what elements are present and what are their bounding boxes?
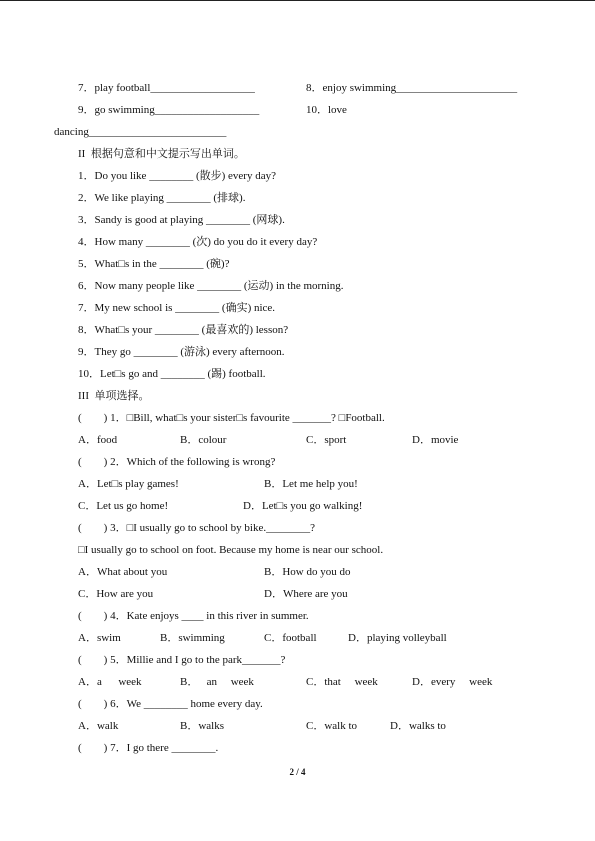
part2-item: 9．They go ________ (游泳) every afternoon.	[78, 346, 285, 358]
option-a: A．What about you	[78, 566, 168, 578]
part1-q9: 9．go swimming___________________	[78, 104, 260, 116]
option-a: A．a week	[78, 676, 142, 688]
question-stem-reply: □I usually go to school on foot. Because my home is near our school.	[78, 544, 384, 556]
option-a: A．Let□s play games!	[78, 478, 179, 490]
option-b: B．How do you do	[264, 566, 351, 578]
part2-item: 5．What□s in the ________ (碗)?	[78, 258, 230, 270]
part2-heading: II 根据句意和中文提示写出单词。	[78, 148, 245, 160]
option-c: C．walk to	[306, 720, 358, 732]
part1-q7: 7．play football___________________	[78, 82, 255, 94]
option-d: D．playing volleyball	[348, 632, 447, 644]
option-d: D．Where are you	[264, 588, 348, 600]
part2-item: 7．My new school is ________ (确实) nice.	[78, 302, 276, 314]
option-c: C．football	[264, 632, 317, 644]
part2-item: 10．Let□s go and ________ (踢) football.	[78, 368, 266, 380]
question-stem: ( ) 1．□Bill, what□s your sister□s favourite _______? □Football.	[78, 412, 385, 424]
option-b: B． an week	[180, 676, 254, 688]
page-number: 2 / 4	[289, 767, 306, 777]
option-d: D．Let□s you go walking!	[243, 500, 363, 512]
part1-q8: 8．enjoy swimming______________________	[306, 82, 518, 94]
top-rule	[0, 0, 595, 1]
option-b: B．walks	[180, 720, 224, 732]
option-b: B．Let me help you!	[264, 478, 358, 490]
option-b: B．swimming	[160, 632, 225, 644]
option-c: C．that week	[306, 676, 378, 688]
option-c: C．How are you	[78, 588, 154, 600]
part3-heading: III 单项选择。	[78, 390, 150, 402]
option-b: B．colour	[180, 434, 227, 446]
part1-q10: 10．love	[306, 104, 347, 116]
option-d: D．every week	[412, 676, 493, 688]
option-c: C．Let us go home!	[78, 500, 169, 512]
option-d: D．walks to	[390, 720, 446, 732]
part1-q10-continuation: dancing_________________________	[54, 126, 227, 138]
question-stem: ( ) 6．We ________ home every day.	[78, 698, 263, 710]
question-stem: ( ) 7．I go there ________.	[78, 742, 219, 754]
part2-item: 3．Sandy is good at playing ________ (网球).	[78, 214, 285, 226]
option-c: C．sport	[306, 434, 347, 446]
question-stem: ( ) 3．□I usually go to school by bike.________?	[78, 522, 316, 534]
part2-item: 6．Now many people like ________ (运动) in the morning.	[78, 280, 344, 292]
part2-item: 4．How many ________ (次) do you do it every day?	[78, 236, 318, 248]
option-a: A．walk	[78, 720, 119, 732]
part2-item: 8．What□s your ________ (最喜欢的) lesson?	[78, 324, 289, 336]
question-stem: ( ) 5．Millie and I go to the park_______?	[78, 654, 286, 666]
option-a: A．food	[78, 434, 118, 446]
question-stem: ( ) 2．Which of the following is wrong?	[78, 456, 276, 468]
question-stem: ( ) 4．Kate enjoys ____ in this river in summer.	[78, 610, 309, 622]
part2-item: 2．We like playing ________ (排球).	[78, 192, 246, 204]
option-d: D．movie	[412, 434, 459, 446]
option-a: A．swim	[78, 632, 121, 644]
part2-item: 1．Do you like ________ (散步) every day?	[78, 170, 276, 182]
